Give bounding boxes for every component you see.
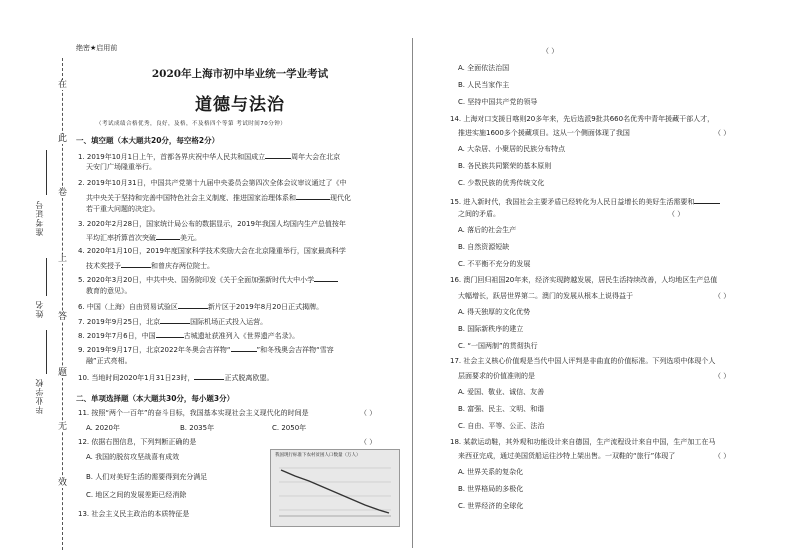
exam-note: （考试成绩合格优秀，良好，及格，不及格四个等第 考试时间70分钟）	[96, 121, 287, 127]
question-text: 13. 社会主义民主政治的本质特征是	[78, 510, 190, 518]
question-text: 14. 上海对口支援日喀则20多年来，先后选派9批共660名优秀中青年援藏干部人才，	[450, 115, 715, 123]
poverty-trend-line	[271, 450, 399, 526]
seal-dashed-line	[62, 58, 63, 550]
question-text: 天安门广场隆重举行。	[86, 163, 156, 171]
question-text: 教育的意见》。	[86, 287, 132, 295]
option-a: A. 得天独厚的文化优势	[458, 308, 531, 316]
question-text: 5. 2020年3月20日，中共中央、国务院印发《关于全面加强新时代大中小学	[78, 274, 338, 285]
answer-paren: （ ）	[714, 372, 731, 380]
section-single-choice: 二、单项选择题（本大题共30分，每小题3分）	[76, 394, 235, 403]
seal-char: 题	[58, 368, 68, 378]
seal-char: 答	[58, 312, 68, 322]
option-c: C. 世界经济的全球化	[458, 502, 524, 510]
seal-char: 在	[58, 80, 68, 90]
question-text: 之间的矛盾。	[458, 210, 500, 218]
question-text: 若干重大问题的决定》。	[86, 205, 160, 213]
seal-char: 卷	[58, 188, 68, 198]
option-b: B. 富强、民主、文明、和谐	[458, 405, 545, 413]
exam-title: 2020年上海市初中毕业统一学业考试	[151, 68, 329, 80]
subject-title: 道德与法治	[195, 95, 285, 115]
question-text: 12. 依据右图信息，下列判断正确的是	[78, 438, 197, 446]
question-text: 共中央关于坚持和完善中国特色社会主义制度、推进国家治理体系和 现代化	[86, 194, 351, 202]
option-a: A. 落后的社会生产	[458, 226, 517, 234]
option-c: C. 自由、平等、公正、法治	[458, 422, 545, 430]
option-a: A. 我国的脱贫攻坚战喜有成效	[86, 453, 180, 461]
chart-title: 我国现行标准下农村贫困人口数量（万人）	[275, 453, 361, 458]
option-a: A. 全面依法治国	[458, 64, 510, 72]
option-b: B. 世界格局的多极化	[458, 485, 524, 493]
question-text: 7. 2019年9月25日，北京 国际机场正式投入运营。	[78, 318, 268, 326]
answer-paren: （ ）	[360, 409, 377, 417]
question-text: 17. 社会主义核心价值观是当代中国人评判是非曲直的价值标准。下列选项中体现个人	[450, 357, 716, 365]
name-label: 姓名	[35, 300, 44, 318]
question-text: 15. 进入新时代，我国社会主要矛盾已经转化为人民日益增长的美好生活需要和	[450, 196, 720, 207]
option-c: C. “一国两制”的贯彻执行	[458, 342, 538, 350]
binding-margin	[0, 0, 75, 560]
seal-char: 上	[58, 254, 68, 264]
right-column	[452, 0, 762, 560]
option-a: A. 2020年	[86, 424, 120, 432]
option-a: A. 爱国、敬业、诚信、友善	[458, 388, 545, 396]
option-b: B. 各民族共同繁荣的基本原则	[458, 162, 552, 170]
exam-number-line	[46, 150, 47, 195]
left-column	[76, 0, 404, 560]
question-text: 大幅增长，跃居世界第二。澳门的发展从根本上说得益于	[458, 292, 633, 300]
seal-char: 效	[58, 478, 68, 488]
option-b: B. 人们对美好生活的需要得到充分满足	[86, 473, 208, 481]
question-text: 层面要求的价值准则的是	[458, 372, 535, 380]
answer-paren: （ ）	[714, 292, 731, 300]
column-divider	[412, 38, 413, 548]
name-line	[46, 258, 47, 296]
option-b: B. 自然资源短缺	[458, 243, 510, 251]
question-text: 18. 某款运动鞋，其外观和功能设计来自德国，生产流程设计来自中国，生产加工在马	[450, 438, 716, 446]
question-text: 16. 澳门回归祖国20年来，经济实现跨越发展，居民生活持续改善，人均地区生产总值	[450, 276, 718, 284]
exam-number-label: 准考证号	[35, 200, 44, 236]
question-text: 9. 2019年9月17日，北京2022年冬奥会吉祥物“ ”和冬残奥会吉祥物“雪容	[78, 346, 334, 354]
option-c: C. 地区之间的发展差距已经消除	[86, 491, 187, 499]
question-text: 推进实施1600多个援藏项目。这从一个侧面体现了我国	[458, 129, 630, 137]
option-b: B. 国际新秩序的建立	[458, 325, 524, 333]
question-text: 融”正式亮相。	[86, 357, 132, 365]
answer-paren: （ ）	[668, 210, 685, 218]
seal-char: 此	[58, 134, 68, 144]
confidential-mark: 绝密★启用前	[76, 44, 118, 52]
school-line	[46, 330, 47, 374]
option-c: C. 2050年	[272, 424, 307, 432]
question-text: 11. 按照“两个一百年”的奋斗目标，我国基本实现社会主义现代化的时间是	[78, 409, 309, 417]
question-text: 6. 中国（上海）自由贸易试验区 新片区于2019年8月20日正式揭牌。	[78, 303, 324, 311]
question-text: 1. 2019年10月1日上午，首都各界庆祝中华人民共和国成立 周年大会在北京	[78, 153, 341, 161]
option-c: C. 不平衡不充分的发展	[458, 260, 531, 268]
option-c: C. 少数民族的优秀传统文化	[458, 179, 545, 187]
question-text: 4. 2020年1月10日，2019年度国家科学技术奖励大会在北京隆重举行，国家最高科学	[78, 247, 346, 255]
option-b: B. 人民当家作主	[458, 81, 510, 89]
seal-char: 无	[58, 422, 68, 432]
option-c: C. 坚持中国共产党的领导	[458, 98, 538, 106]
question-text: 10. 当地时间2020年1月31日23时， 正式脱离欧盟。	[78, 374, 274, 382]
question-text: 3. 2020年2月28日，国家统计局公布的数据显示，2019年我国人均国内生产总值按年	[78, 220, 346, 228]
answer-paren: （ ）	[714, 452, 731, 460]
poverty-chart-image	[270, 449, 400, 527]
question-text: 2. 2019年10月31日，中国共产党第十九届中央委员会第四次全体会议审议通过了《中	[78, 179, 347, 187]
option-a: A. 大杂居、小聚居的民族分布特点	[458, 145, 566, 153]
section-fill-blank: 一、填空题（本大题共20分，每空格2分）	[76, 136, 220, 145]
question-text: 8. 2019年7月6日，中国 古城遗址获准列入《世界遗产名录》。	[78, 332, 300, 340]
answer-paren: （ ）	[360, 438, 377, 446]
option-b: B. 2035年	[180, 424, 215, 432]
answer-paren: （ ）	[714, 129, 731, 137]
question-text: 平均汇率折算首次突破 美元。	[86, 234, 201, 242]
question-text: 技术奖授予 和曾庆存两位院士。	[86, 262, 214, 270]
question-text: 来西亚完成，通过美国货船运往沙特上架出售。一双鞋的“旅行”体现了	[458, 452, 676, 460]
school-label: 毕业学校	[35, 378, 44, 414]
answer-paren: （ ）	[542, 47, 559, 55]
option-a: A. 世界关系的复杂化	[458, 468, 524, 476]
